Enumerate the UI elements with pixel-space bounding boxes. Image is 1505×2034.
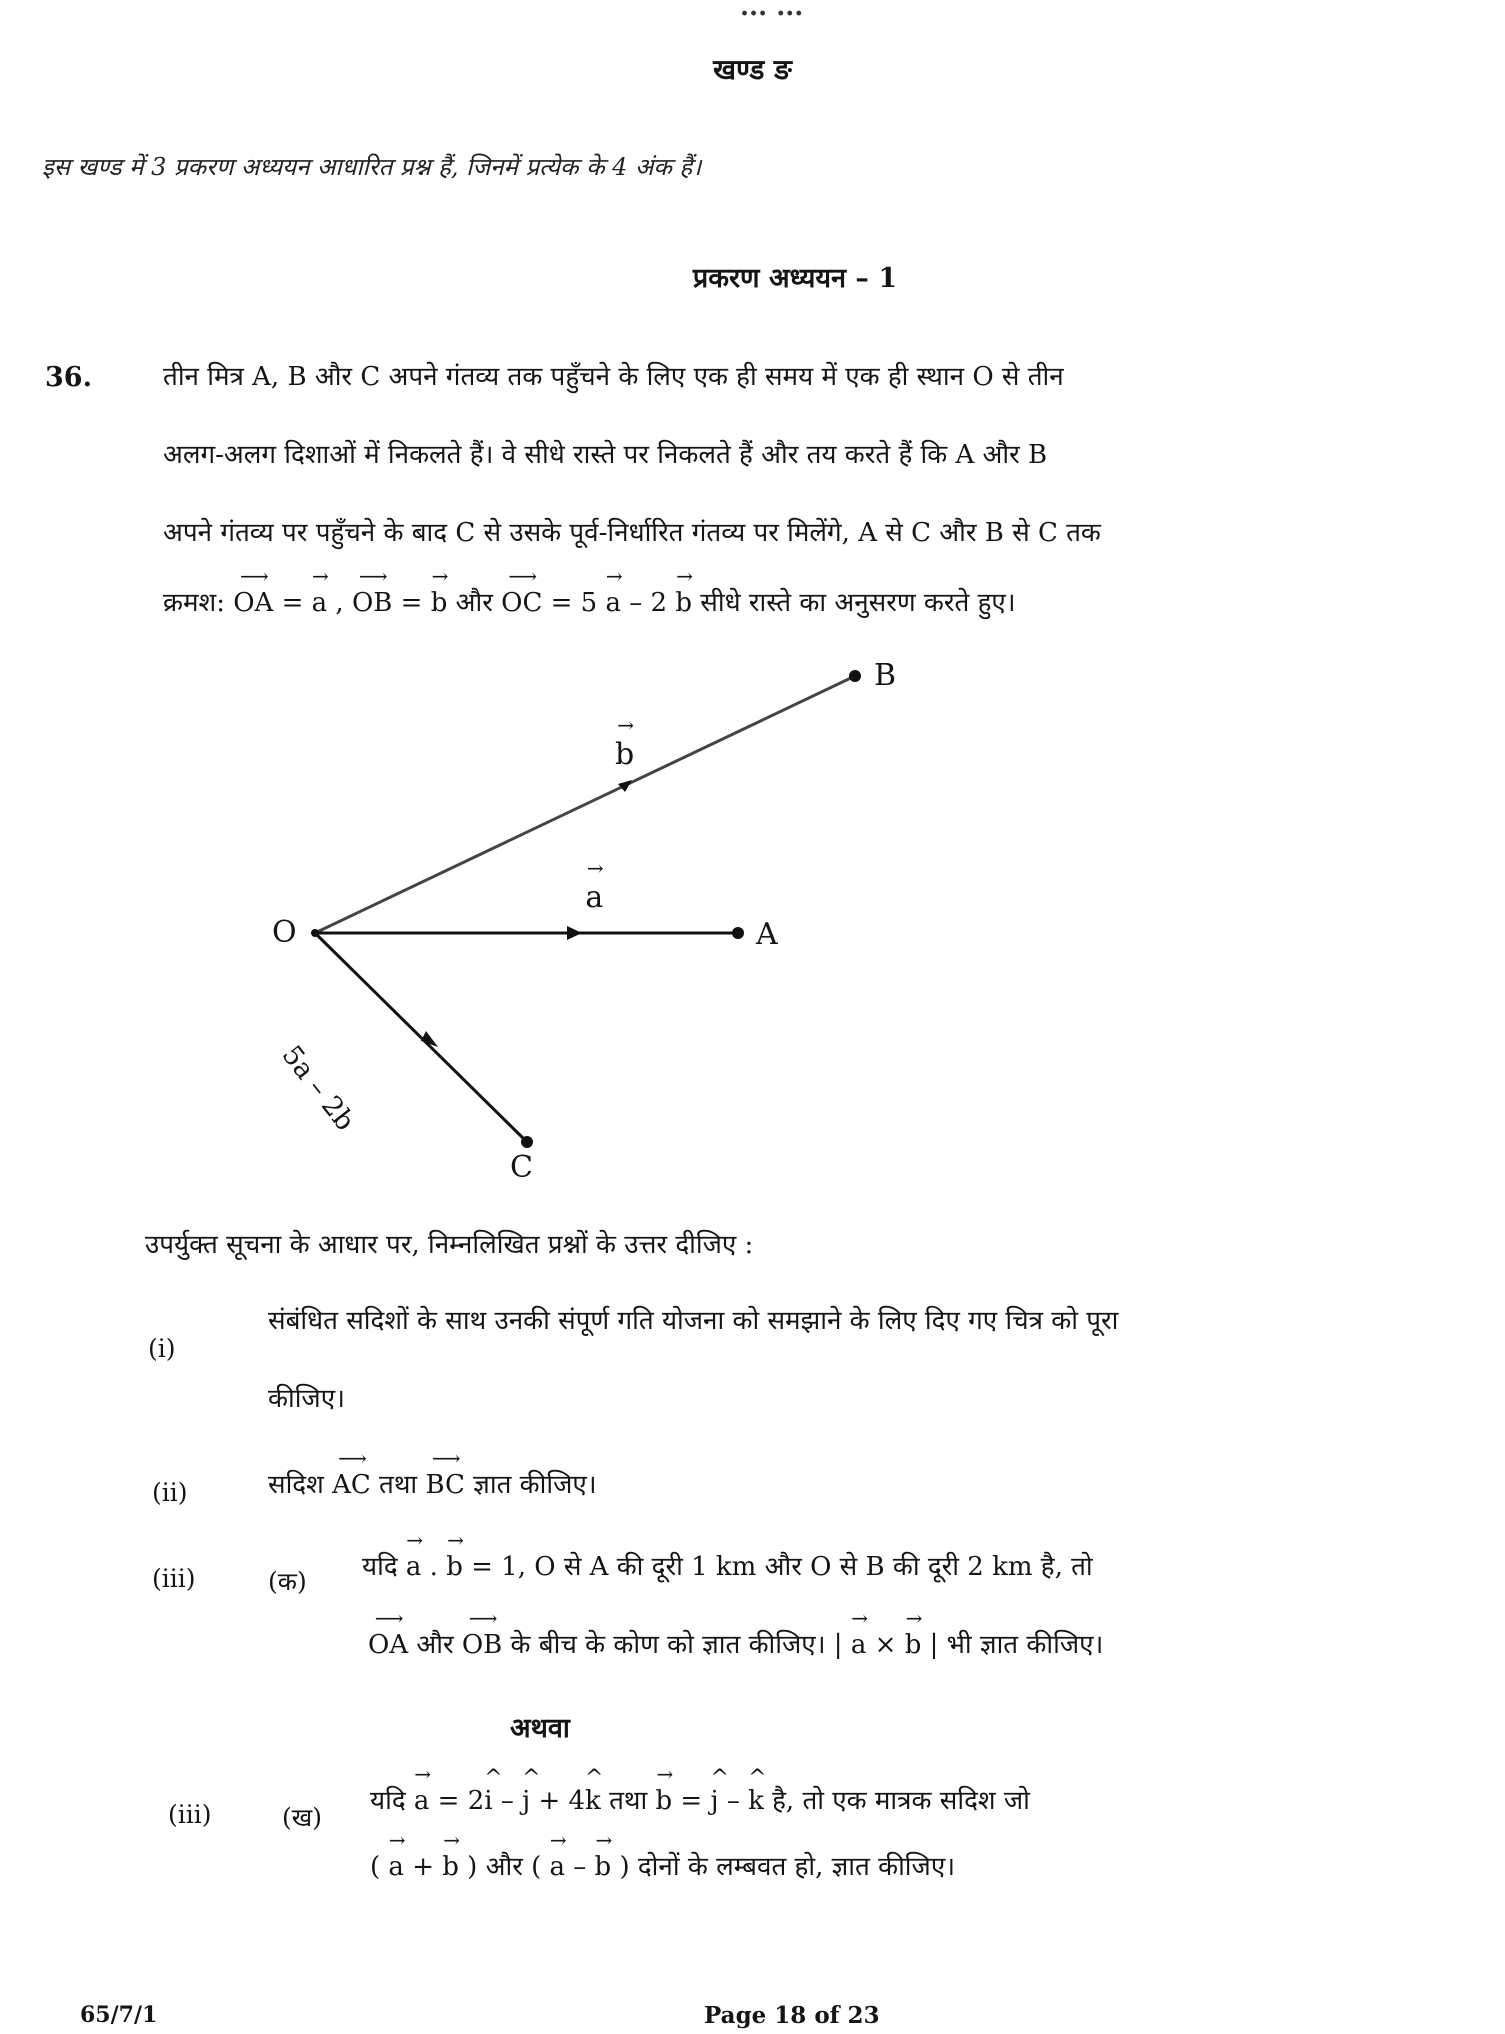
vector-b: → b — [446, 1552, 463, 1582]
unit-k: ^ k — [585, 1786, 601, 1816]
vector-oc: ⟶ OC — [501, 588, 542, 618]
vector-b: → b — [656, 1786, 673, 1816]
question-line-4-suffix: सीधे रास्ते का अनुसरण करते हुए। — [692, 588, 1016, 618]
unit-vector-text: है, तो एक मात्रक सदिश जो — [763, 1786, 1030, 1816]
vector-b: → b — [905, 1630, 922, 1660]
arrow-icon — [618, 780, 632, 792]
vector-oa: ⟶ OA — [368, 1630, 408, 1660]
question-line-3: अपने गंतव्य पर पहुँचने के बाद C से उसके पूर्व-निर्धारित गंतव्य पर मिलेंगे, A से C और B से C तक — [163, 518, 1101, 548]
vector-b: → b — [675, 588, 692, 618]
vector-a: → a — [550, 1852, 566, 1882]
label-c: C — [510, 1150, 533, 1185]
part-i-line-2: कीजिए। — [268, 1384, 345, 1414]
unit-i: ^ i — [484, 1786, 492, 1816]
if-word: यदि — [370, 1786, 414, 1816]
question-line-2: अलग-अलग दिशाओं में निकलते हैं। वे सीधे रास्ते पर निकलते हैं और तय करते हैं कि A और B — [163, 440, 1048, 470]
vector-word: सदिश — [268, 1470, 333, 1500]
plus-four: + 4 — [530, 1786, 586, 1816]
minus: – — [492, 1786, 523, 1816]
paper-code: 65/7/1 — [80, 2002, 158, 2028]
unit-k: ^ k — [748, 1786, 764, 1816]
previous-page-fragment: ... ... — [740, 0, 804, 22]
vector-a: → a — [312, 588, 328, 618]
vector-a: → a — [406, 1552, 422, 1582]
question-line-1: तीन मित्र A, B और C अपने गंतव्य तक पहुँचने के लिए एक ही समय में एक ही स्थान O से तीन — [163, 362, 1064, 392]
part-i-line-1: संबंधित सदिशों के साथ उनकी संपूर्ण गति योजना को समझाने के लिए दिए गए चित्र को पूरा — [268, 1306, 1119, 1336]
label-o: O — [272, 915, 297, 950]
vector-a: → a — [414, 1786, 430, 1816]
part-iii-b-line-1 — [370, 1786, 1480, 1816]
and-word: तथा — [600, 1786, 656, 1816]
instruction-text: उपर्युक्त सूचना के आधार पर, निम्नलिखित प्रश्नों के उत्तर दीजिए : — [145, 1230, 754, 1260]
part-iii-a-condition: = 1, O से A की दूरी 1 km और O से B की दूरी 2 km है, तो — [462, 1552, 1093, 1582]
case-study-title: प्रकरण अध्ययन – 1 — [692, 263, 898, 294]
vector-a: → a — [851, 1630, 867, 1660]
arrow-icon — [567, 926, 582, 940]
point-c — [521, 1136, 533, 1148]
part-ii-label: (ii) — [152, 1478, 188, 1507]
part-iii-b-line-2 — [370, 1852, 1480, 1882]
unit-j: ^ j — [522, 1786, 530, 1816]
vector-ob: ⟶ OB — [462, 1630, 502, 1660]
minus: – — [718, 1786, 749, 1816]
or-label: अथवा — [510, 1713, 570, 1744]
vector-a: → a — [388, 1852, 404, 1882]
vector-label-c: 5a – 2b — [275, 1040, 361, 1137]
dot-operator: . — [421, 1552, 447, 1582]
respectively-label: क्रमश: — [163, 588, 225, 618]
equals: = — [392, 588, 431, 618]
and-word: और — [408, 1630, 462, 1660]
point-o — [311, 929, 319, 937]
point-b — [849, 670, 861, 682]
equals-five: = 5 — [542, 588, 606, 618]
unit-j: ^ j — [711, 1786, 719, 1816]
angle-text: के बीच के कोण को ज्ञात कीजिए। | — [502, 1630, 851, 1660]
vector-a: → a — [605, 588, 621, 618]
vector-bc: ⟶ BC — [425, 1470, 464, 1500]
perpendicular-text: ) दोनों के लम्बवत हो, ज्ञात कीजिए। — [611, 1852, 956, 1882]
equals: = — [273, 588, 312, 618]
section-title: खण्ड ङ — [713, 53, 792, 86]
and-word: और — [447, 588, 502, 618]
vector-b: → b — [442, 1852, 459, 1882]
part-iii-b-label: (iii) — [168, 1800, 212, 1829]
point-a — [732, 927, 744, 939]
question-number: 36. — [45, 362, 92, 393]
part-i-label: (i) — [148, 1334, 176, 1363]
part-ii-text — [268, 1470, 1505, 1500]
vector-ob: ⟶ OB — [352, 588, 392, 618]
part-iii-a-line-2 — [368, 1630, 1478, 1660]
cross-operator: × — [866, 1630, 905, 1660]
label-a: A — [756, 917, 778, 952]
part-iii-a-label: (iii) — [152, 1564, 196, 1593]
and-word: तथा — [370, 1470, 426, 1500]
part-iii-b-sub: (ख) — [282, 1803, 322, 1832]
and-word: ) और ( — [458, 1852, 550, 1882]
vector-b: → b — [595, 1852, 612, 1882]
comma: , — [327, 588, 352, 618]
vector-ac: ⟶ AC — [332, 1470, 371, 1500]
part-iii-a-sub: (क) — [268, 1567, 307, 1596]
vector-b: → b — [431, 588, 448, 618]
vector-oa: ⟶ OA — [233, 588, 273, 618]
find-word: ज्ञात कीजिए। — [464, 1470, 597, 1500]
also-find-text: | भी ज्ञात कीजिए। — [921, 1630, 1104, 1660]
vector-label-a: → a — [585, 880, 603, 915]
minus: – — [565, 1852, 595, 1882]
part-iii-a-line-1 — [362, 1552, 1472, 1582]
label-b: B — [874, 658, 897, 693]
section-instructions: इस खण्ड में 3 प्रकरण अध्ययन आधारित प्रश्न हैं, जिनमें प्रत्येक के 4 अंक हैं। — [42, 153, 702, 181]
page-number: Page 18 of 23 — [704, 2002, 880, 2029]
vector-label-b: → b — [615, 737, 634, 772]
if-word: यदि — [362, 1552, 406, 1582]
equals: = — [672, 1786, 711, 1816]
plus: + — [403, 1852, 443, 1882]
equals-two: = 2 — [429, 1786, 485, 1816]
paren-open: ( — [370, 1852, 389, 1882]
minus-two: – 2 — [621, 588, 676, 618]
